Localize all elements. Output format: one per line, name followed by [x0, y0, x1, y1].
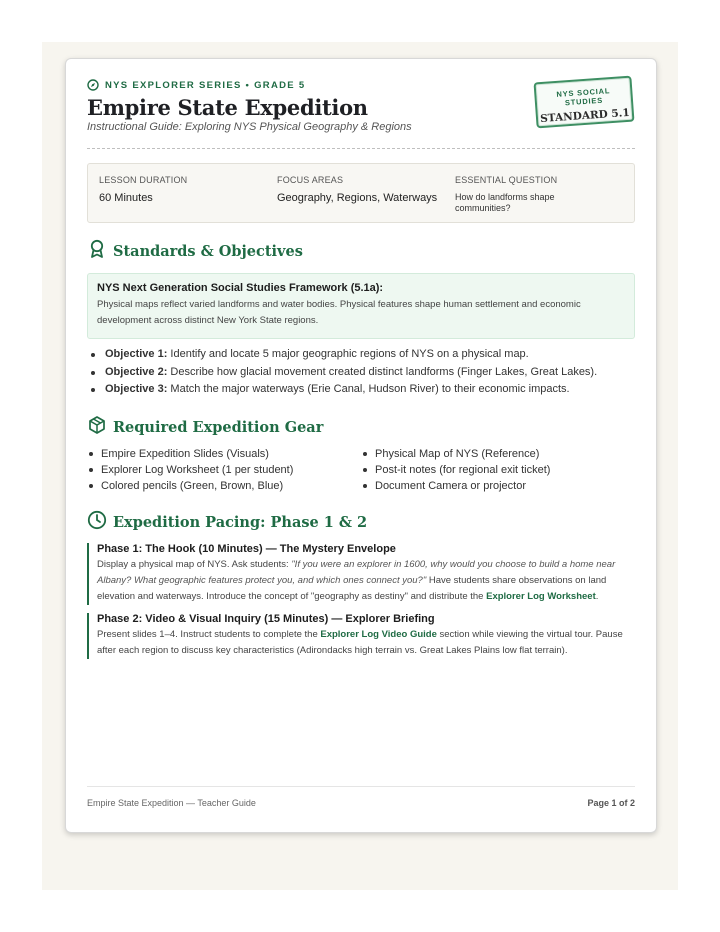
duration-label: LESSON DURATION	[99, 175, 188, 185]
compass-icon	[87, 79, 99, 91]
duration-block	[99, 175, 187, 204]
lesson-info-box	[87, 163, 635, 223]
question-label: ESSENTIAL QUESTION	[455, 175, 558, 185]
page-footer	[87, 786, 635, 808]
gear-heading-text: Required Expedition Gear	[113, 418, 324, 436]
pacing-heading	[87, 510, 635, 535]
objective-text: Identify and locate 5 major geographic regions of NYS on a physical map.	[167, 348, 529, 360]
framework-title: NYS Next Generation Social Studies Framework (5.1a):	[97, 282, 384, 294]
stamp-line1: NYS SOCIAL STUDIES	[556, 86, 611, 108]
gear-item: Empire Expedition Slides (Visuals)	[87, 446, 361, 462]
question-block	[455, 175, 575, 214]
phase2-text-b: section while viewing the virtual tour. Pause after each region to discuss key characteristics (Adirondacks high terrain vs. Great Lakes Plains low flat terrain).	[97, 628, 623, 656]
phase2-title: Phase 2: Video & Visual Inquiry (15 Minutes) — Explorer Briefing	[97, 612, 435, 625]
gear-item: Post-it notes (for regional exit ticket)	[361, 462, 635, 478]
gear-heading	[87, 415, 635, 440]
pacing-heading-text: Expedition Pacing: Phase 1 & 2	[113, 513, 368, 531]
objective-label: Objective 2:	[105, 365, 168, 378]
page-title: Empire State Expedition	[87, 95, 368, 120]
question-value: How do landforms shape communities?	[455, 192, 555, 213]
objective-text: Match the major waterways (Erie Canal, Hudson River) to their economic impacts.	[167, 383, 570, 395]
gear-item: Physical Map of NYS (Reference)	[361, 446, 635, 462]
gear-list-left	[87, 446, 361, 494]
clock-icon	[87, 510, 107, 535]
document-page	[65, 58, 657, 833]
framework-box	[87, 273, 635, 339]
package-icon	[87, 415, 107, 440]
focus-label: FOCUS AREAS	[277, 175, 344, 185]
standard-stamp	[534, 76, 635, 129]
phase1-text-b: Have students share observations on land elevation and waterways. Introduce the concept of "geography as destiny" and distribute the	[97, 574, 607, 602]
gear-item: Colored pencils (Green, Brown, Blue)	[87, 478, 361, 494]
phase2-body	[97, 627, 635, 659]
series-label: NYS EXPLORER SERIES • GRADE 5	[105, 79, 306, 91]
gear-item: Document Camera or projector	[361, 478, 635, 494]
objective-item	[87, 364, 635, 382]
stamp-line2: STANDARD 5.1	[539, 106, 631, 126]
standards-heading-text: Standards & Objectives	[113, 243, 303, 260]
focus-block	[277, 175, 437, 204]
framework-body: Physical maps reflect varied landforms and water bodies. Physical features shape human settlement and economic development across distinct New York State regions.	[97, 299, 581, 326]
phase1-text-a: Display a physical map of NYS. Ask students:	[97, 558, 292, 570]
gear-item: Explorer Log Worksheet (1 per student)	[87, 462, 361, 478]
explorer-log-worksheet-link[interactable]: Explorer Log Worksheet	[486, 590, 596, 602]
dashed-divider	[87, 148, 635, 149]
page-number: Page 1 of 2	[587, 798, 635, 808]
footer-title: Empire State Expedition — Teacher Guide	[87, 798, 256, 808]
video-guide-link[interactable]: Explorer Log Video Guide	[320, 628, 437, 640]
phase2-block	[87, 613, 635, 659]
page-subtitle: Instructional Guide: Exploring NYS Physical Geography & Regions	[87, 121, 412, 133]
objective-label: Objective 3:	[105, 383, 168, 395]
objective-text: Describe how glacial movement created distinct landforms (Finger Lakes, Great Lakes).	[167, 365, 598, 378]
gear-lists	[87, 446, 635, 494]
objectives-list	[87, 346, 635, 399]
phase1-block	[87, 543, 635, 605]
phase1-text-end: .	[595, 590, 599, 602]
objective-item	[87, 346, 635, 364]
page-content	[87, 79, 635, 659]
award-icon	[87, 239, 107, 264]
gear-list-right	[361, 446, 635, 494]
phase2-text-a: Present slides 1–4. Instruct students to complete the	[97, 628, 321, 640]
phase1-title: Phase 1: The Hook (10 Minutes) — The Mystery Envelope	[97, 542, 396, 555]
standards-heading	[87, 239, 635, 264]
phase1-quote: "If you were an explorer in 1600, why would you choose to build a home near Albany? What geographic features protect you, and which ones connect you?"	[97, 558, 616, 586]
objective-label: Objective 1:	[105, 348, 168, 360]
duration-value: 60 Minutes	[99, 192, 153, 204]
focus-value: Geography, Regions, Waterways	[277, 192, 438, 204]
objective-item	[87, 381, 635, 399]
phase1-body	[97, 557, 635, 605]
